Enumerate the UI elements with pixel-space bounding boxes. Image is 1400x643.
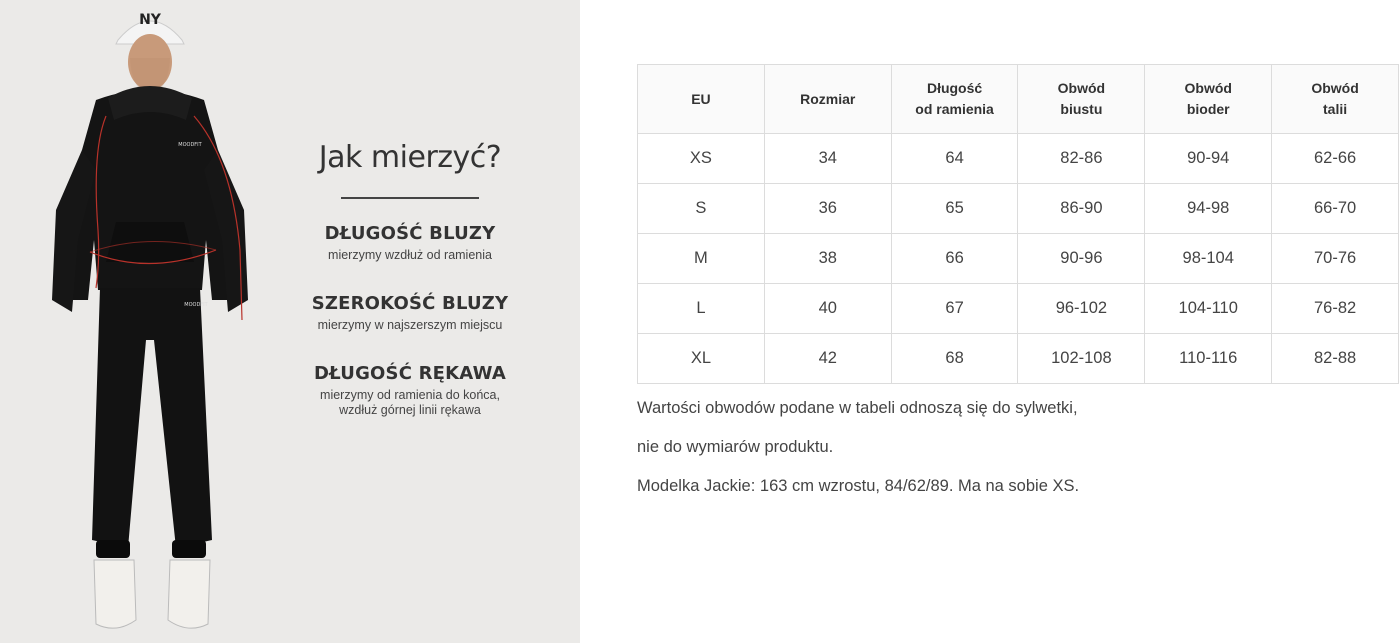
cell-bust: 86-90	[1018, 184, 1145, 234]
cell-eu: S	[638, 184, 765, 234]
cell-length: 66	[891, 234, 1018, 284]
cell-eu: M	[638, 234, 765, 284]
cell-size: 40	[764, 284, 891, 334]
cell-hips: 94-98	[1145, 184, 1272, 234]
cell-bust: 96-102	[1018, 284, 1145, 334]
cap-logo: NY	[139, 12, 161, 28]
note-line: Wartości obwodów podane w tabeli odnoszą się do sylwetki,	[637, 399, 1078, 417]
table-row	[638, 334, 1399, 384]
cell-hips: 110-116	[1145, 334, 1272, 384]
guide-section-sleeve	[290, 363, 530, 418]
cell-length: 65	[891, 184, 1018, 234]
section-description: mierzymy w najszerszym miejscu	[317, 318, 503, 332]
cell-length: 68	[891, 334, 1018, 384]
guide-heading: Jak mierzyć?	[318, 140, 502, 175]
table-row	[638, 134, 1399, 184]
section-description: mierzymy od ramienia do końca, wzdłuż górnej linii rękawa	[320, 388, 500, 417]
cell-size: 42	[764, 334, 891, 384]
section-title: SZEROKOŚĆ BLUZY	[311, 293, 509, 314]
guide-text	[290, 140, 530, 448]
model-photo	[0, 0, 300, 643]
cell-size: 36	[764, 184, 891, 234]
table-row	[638, 284, 1399, 334]
cell-bust: 102-108	[1018, 334, 1145, 384]
cell-length: 64	[891, 134, 1018, 184]
cell-size: 34	[764, 134, 891, 184]
measurement-guide-image	[0, 0, 580, 643]
pants-brand-print: MOODFIT	[184, 302, 208, 308]
note-line: Modelka Jackie: 163 cm wzrostu, 84/62/89. Ma na sobie XS.	[637, 477, 1080, 495]
table-header-row	[638, 65, 1399, 134]
cell-size: 38	[764, 234, 891, 284]
guide-section-width	[290, 293, 530, 333]
header-hips: Obwód bioder	[1145, 65, 1272, 134]
cell-hips: 104-110	[1145, 284, 1272, 334]
cell-waist: 62-66	[1272, 134, 1399, 184]
table-row	[638, 234, 1399, 284]
cell-eu: L	[638, 284, 765, 334]
cell-waist: 70-76	[1272, 234, 1399, 284]
cell-waist: 66-70	[1272, 184, 1399, 234]
header-eu: EU	[638, 65, 765, 134]
section-title: DŁUGOŚĆ RĘKAWA	[314, 363, 506, 384]
size-notes	[637, 396, 1397, 513]
section-title: DŁUGOŚĆ BLUZY	[324, 223, 496, 244]
header-waist: Obwód talii	[1272, 65, 1399, 134]
cell-waist: 82-88	[1272, 334, 1399, 384]
header-bust: Obwód biustu	[1018, 65, 1145, 134]
size-chart-table	[637, 64, 1399, 384]
table-row	[638, 184, 1399, 234]
hoodie-brand-print: MOODFIT	[178, 142, 202, 148]
cell-length: 67	[891, 284, 1018, 334]
cell-eu: XL	[638, 334, 765, 384]
cell-bust: 82-86	[1018, 134, 1145, 184]
header-size: Rozmiar	[764, 65, 891, 134]
note-line: nie do wymiarów produktu.	[637, 438, 834, 456]
cell-waist: 76-82	[1272, 284, 1399, 334]
cell-eu: XS	[638, 134, 765, 184]
heading-divider	[341, 197, 479, 199]
cell-bust: 90-96	[1018, 234, 1145, 284]
cell-hips: 98-104	[1145, 234, 1272, 284]
header-length: Długość od ramienia	[891, 65, 1018, 134]
section-description: mierzymy wzdłuż od ramienia	[328, 248, 492, 262]
cell-hips: 90-94	[1145, 134, 1272, 184]
guide-section-length	[290, 223, 530, 263]
